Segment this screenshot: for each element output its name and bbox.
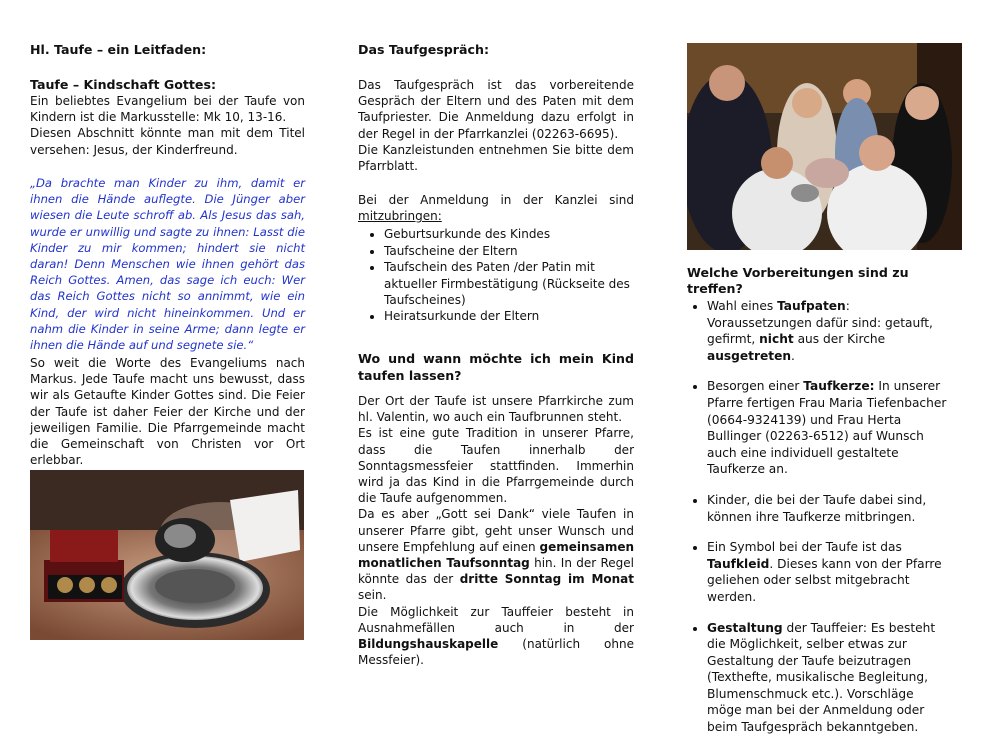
taufgespraech-text [358,77,634,174]
main-title: Hl. Taufe – ein Leitfaden: [30,42,207,57]
list-item: • Ein Symbol bei der Taufe ist das Taufkleid. Dieses kann von der Pfarre geliehen oder selbst mitgebracht werden. [707,539,949,605]
closing-paragraph: So weit die Worte des Evangeliums nach Markus. Jede Taufe macht uns bewusst, dass wir als Getaufte Kinder Gottes sind. Die Feier der Taufe ist daher Feier der Kirche und der jeweiligen Familie. Die Pfarrgemeinde macht die Gemeinschaft von Christen vor Ort erlebbar. [30,356,305,468]
baptism-ceremony-photo [687,43,962,250]
section-title: Taufe – Kindschaft Gottes: [30,77,216,92]
bring-underlined: mitzubringen: [358,209,442,224]
bring-intro: Bei der Anmeldung in der Kanzlei sind [358,193,634,207]
taufsonntag-paragraph: Da es aber „Gott sei Dank“ viele Taufen in unserer Pfarre gibt, geht unser Wunsch und unsere Empfehlung auf einen gemeinsamen monatlichen Taufsonntag hin. In der Regel könnte das der dritte Sonntag im Monat sein. [358,507,635,603]
list-item: • Geburtsurkunde des Kindes [384,226,634,242]
taufgespraech-paragraph: Das Taufgespräch ist das vorbereitende Gespräch der Eltern und des Paten mit dem Taufpriester. Die Anmeldung dazu erfolgt in der Regel in der Pfarrkanzlei (02263-6695). [358,78,634,141]
list-item: • Kinder, die bei der Taufe dabei sind, können ihre Taufkerze mitbringen. [707,492,949,525]
list-item: • Gestaltung der Tauffeier: Es besteht die Möglichkeit, selber etwas zur Gestaltung der Taufe beizutragen (Texthefte, musikalische Begleitung, Blumenschmuck etc.). Vorschläge möge man bei der Anmeldung oder beim Taufgespräch bekanntgeben. [707,620,949,736]
intro-paragraph: Ein beliebtes Evangelium bei der Taufe von Kindern ist die Markusstelle: Mk 10, 13-16. [30,94,305,125]
preparations-section [687,298,949,750]
location-paragraph: Der Ort der Taufe ist unsere Pfarrkirche zum hl. Valentin, wo auch ein Taufbrunnen steht. [358,394,634,425]
preparations-title: Welche Vorbereitungen sind zu treffen? [687,265,909,296]
list-item: • Heiratsurkunde der Eltern [384,308,634,324]
list-item: • Besorgen einer Taufkerze: In unserer Pfarre fertigen Frau Maria Tiefenbacher (0664-9324139) und Frau Herta Bullinger (02263-6512) auf Wunsch auch eine individuell gestaltete Taufkerze an. [707,378,949,478]
intro-paragraph-2: Diesen Abschnitt könnte man mit dem Titel versehen: Jesus, der Kinderfreund. [30,126,305,157]
documents-list [358,226,634,324]
documents-section [358,192,634,325]
list-item: • Taufschein des Paten /der Patin mit aktueller Firmbestätigung (Rückseite des Taufscheines) [384,259,634,308]
gospel-quote: „Da brachte man Kinder zu ihm, damit er ihnen die Hände auflegte. Die Jünger aber wiesen die Leute schroff ab. Als Jesus das sah, wurde er unwillig und sagte zu ihnen: Lasst die Kinder zu mir kommen; hindert sie nicht daran! Denn Menschen wie ihnen gehört das Reich Gottes. Amen, das sage ich euch: Wer das Reich Gottes nicht so annimmt, wie ein Kind, der wird nicht hineinkommen. Und er nahm die Kinder in seine Arme; dann legte er ihnen die Hände auf und segnete sie.“ [30,176,305,353]
section-kindschaft [30,77,305,158]
where-when-text [358,393,634,668]
where-when-heading: Wo und wann möchte ich mein Kind taufen lassen? [358,351,634,383]
taufgespraech-title: Das Taufgespräch: [358,42,489,57]
preparations-list [687,298,949,736]
kapelle-paragraph: Die Möglichkeit zur Tauffeier besteht in Ausnahmefällen auch in der Bildungshauskapelle (natürlich ohne Messfeier). [358,604,634,668]
tradition-paragraph: Es ist eine gute Tradition in unserer Pfarre, dass die Taufen innerhalb der Sonntagsmessfeier stattfinden. Immerhin wird ja das Kind in die Pfarrgemeinde durch die Taufe aufgenommen. [358,426,634,506]
baptism-items-photo [30,470,304,640]
kanzlei-paragraph: Die Kanzleistunden entnehmen Sie bitte dem Pfarrblatt. [358,142,634,174]
list-item: • Taufscheine der Eltern [384,243,634,259]
list-item: • Wahl eines Taufpaten: Voraussetzungen dafür sind: getauft, gefirmt, nicht aus der Kirche ausgetreten. [707,298,949,364]
